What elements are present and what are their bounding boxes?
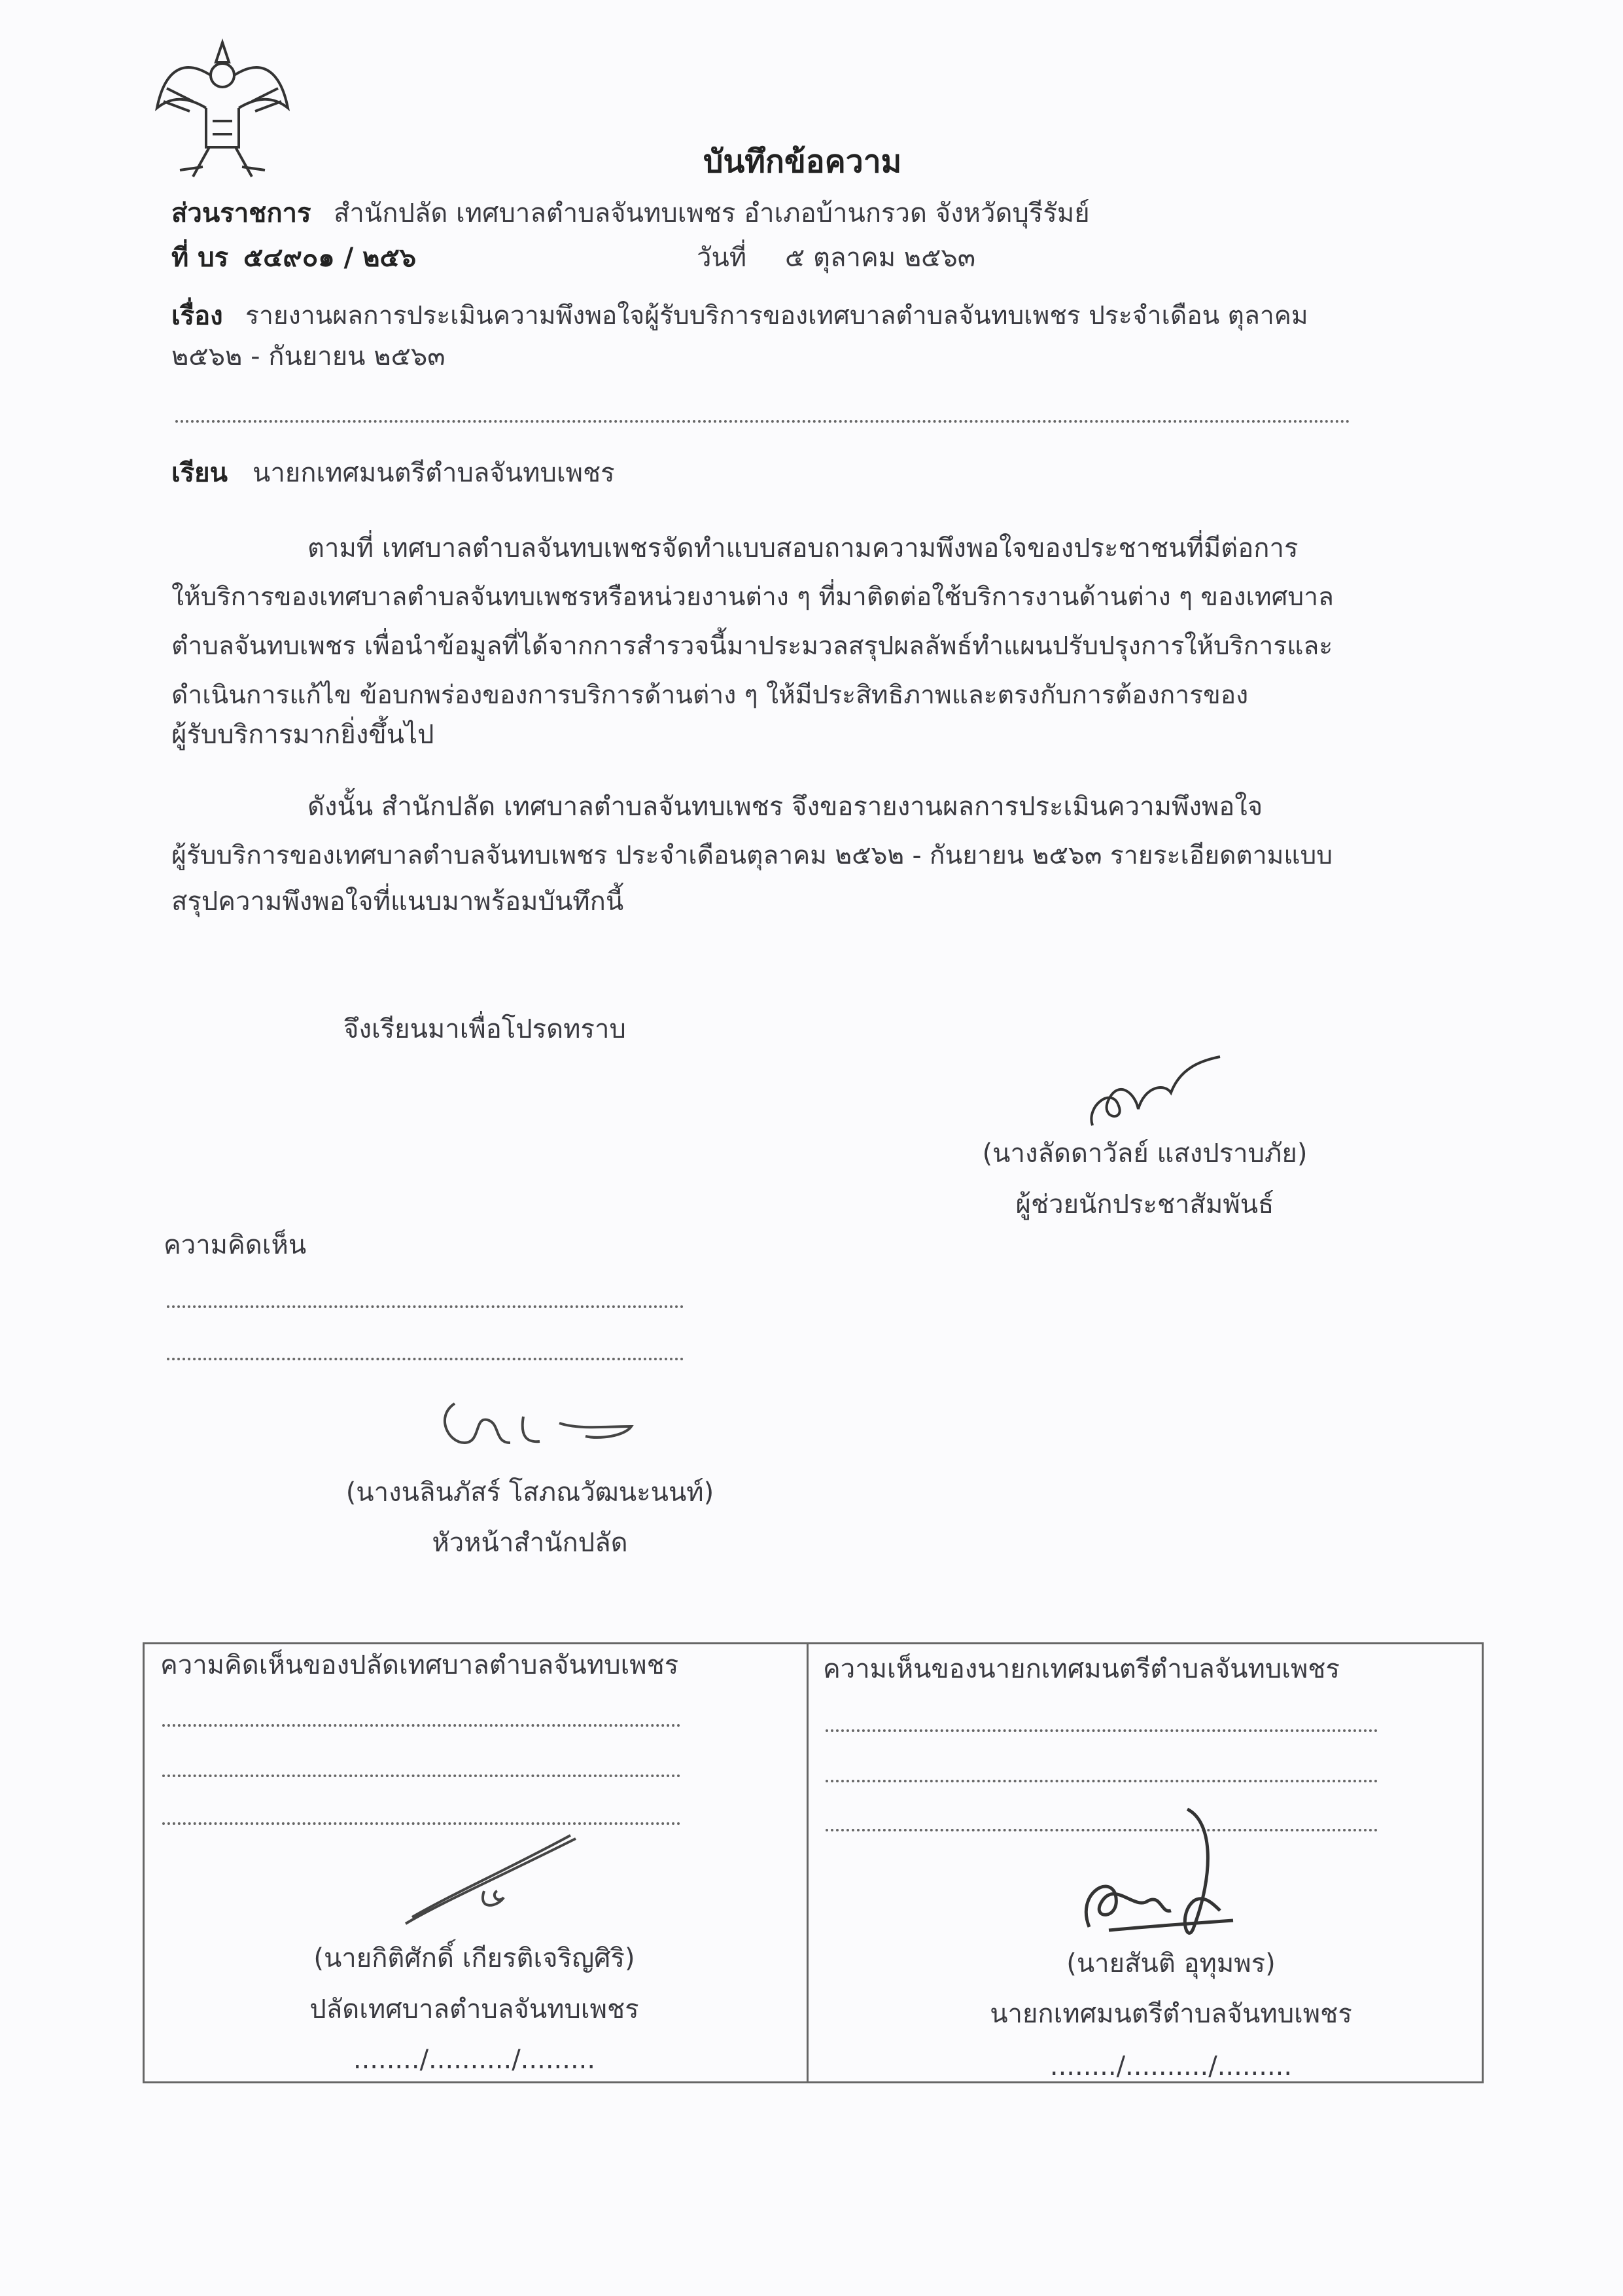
- signature-4: [1063, 1796, 1259, 1953]
- box-left-line-3: [162, 1822, 680, 1825]
- subject-line-2: ๒๕๖๒ - กันยายน ๒๕๖๓: [171, 342, 445, 372]
- box-left-signer-name: (นายกิติศักดิ์ เกียรติเจริญศิริ): [313, 1943, 635, 1973]
- box-right-line-1: [826, 1729, 1378, 1732]
- signature-3: [399, 1832, 582, 1930]
- date-label: วันที่: [697, 243, 747, 273]
- signature-1: [1073, 1047, 1223, 1132]
- subject-label: เรื่อง: [171, 301, 223, 331]
- signer-2-position: หัวหน้าสำนักปลัด: [432, 1528, 628, 1558]
- signer-1-name: (นางลัดดาวัลย์ แสงปราบภัย): [982, 1139, 1308, 1169]
- to-label: เรียน: [171, 458, 228, 488]
- agency-label: ส่วนราชการ: [171, 198, 311, 228]
- agency-value: สำนักปลัด เทศบาลตำบลจันทบเพชร อำเภอบ้านกรวด จังหวัดบุรีรัมย์: [334, 198, 1090, 228]
- paragraph-1-line-5: ผู้รับบริการมากยิ่งขึ้นไป: [171, 720, 434, 750]
- closing-text: จึงเรียนมาเพื่อโปรดทราบ: [343, 1014, 626, 1044]
- paragraph-2-line-3: สรุปความพึงพอใจที่แนบมาพร้อมบันทึกนี้: [171, 887, 624, 917]
- subject-underline: [175, 420, 1350, 423]
- paragraph-1-line-3: ตำบลจันทบเพชร เพื่อนำข้อมูลที่ได้จากการสำรวจนี้มาประมวลสรุปผลลัพธ์ทำแผนปรับปรุงการให้บริการและ: [171, 631, 1333, 661]
- memo-title: บันทึกข้อความ: [703, 143, 902, 180]
- box-left-line-2: [162, 1775, 680, 1777]
- signer-2-name: (นางนลินภัสร์ โสภณวัฒนะนนท์): [345, 1477, 714, 1508]
- ref-label: ที่ บร: [171, 243, 229, 273]
- box-right-heading: ความเห็นของนายกเทศมนตรีตำบลจันทบเพชร: [823, 1654, 1340, 1684]
- box-left-heading: ความคิดเห็นของปลัดเทศบาลตำบลจันทบเพชร: [160, 1650, 679, 1680]
- opinion-label: ความคิดเห็น: [164, 1230, 307, 1260]
- opinion-line-2: [167, 1358, 684, 1360]
- paragraph-1-line-2: ให้บริการของเทศบาลตำบลจันทบเพชรหรือหน่วยงานต่าง ๆ ที่มาติดต่อใช้บริการงานด้านต่าง ๆ ของเทศบาล: [171, 582, 1334, 612]
- signature-2: [428, 1390, 644, 1456]
- ref-number: ๕๔๙๐๑ / ๒๕๖: [243, 243, 417, 273]
- box-left-signer-position: ปลัดเทศบาลตำบลจันทบเพชร: [309, 1994, 639, 2024]
- box-right-line-2: [826, 1780, 1378, 1782]
- box-right-signer-position: นายกเทศมนตรีตำบลจันทบเพชร: [990, 1999, 1352, 2029]
- paragraph-2-line-1: ดังนั้น สำนักปลัด เทศบาลตำบลจันทบเพชร จึงขอรายงานผลการประเมินความพึงพอใจ: [307, 792, 1263, 822]
- box-left-date-blank: ......../........../.........: [353, 2045, 596, 2075]
- opinion-line-1: [167, 1305, 684, 1308]
- paragraph-1-line-4: ดำเนินการแก้ไข ข้อบกพร่องของการบริการด้านต่าง ๆ ให้มีประสิทธิภาพและตรงกับการต้องการของ: [171, 680, 1249, 710]
- paragraph-1-line-1: ตามที่ เทศบาลตำบลจันทบเพชรจัดทำแบบสอบถามความพึงพอใจของประชาชนที่มีต่อการ: [307, 533, 1299, 563]
- subject-line-1: รายงานผลการประเมินความพึงพอใจผู้รับบริการของเทศบาลตำบลจันทบเพชร ประจำเดือน ตุลาคม: [245, 301, 1308, 330]
- to-value: นายกเทศมนตรีตำบลจันทบเพชร: [253, 458, 615, 488]
- approval-box-divider: [807, 1642, 809, 2081]
- signer-1-position: ผู้ช่วยนักประชาสัมพันธ์: [1015, 1190, 1274, 1220]
- box-right-signer-name: (นายสันติ อุทุมพร): [1066, 1949, 1276, 1979]
- paragraph-2-line-2: ผู้รับบริการของเทศบาลตำบลจันทบเพชร ประจำเดือนตุลาคม ๒๕๖๒ - กันยายน ๒๕๖๓ รายระเอียดตามแบบ: [171, 841, 1333, 870]
- garuda-emblem: [154, 36, 291, 186]
- box-left-line-1: [162, 1724, 680, 1727]
- box-right-date-blank: ......../........../.........: [1049, 2051, 1293, 2081]
- date-value: ๕ ตุลาคม ๒๕๖๓: [785, 243, 976, 273]
